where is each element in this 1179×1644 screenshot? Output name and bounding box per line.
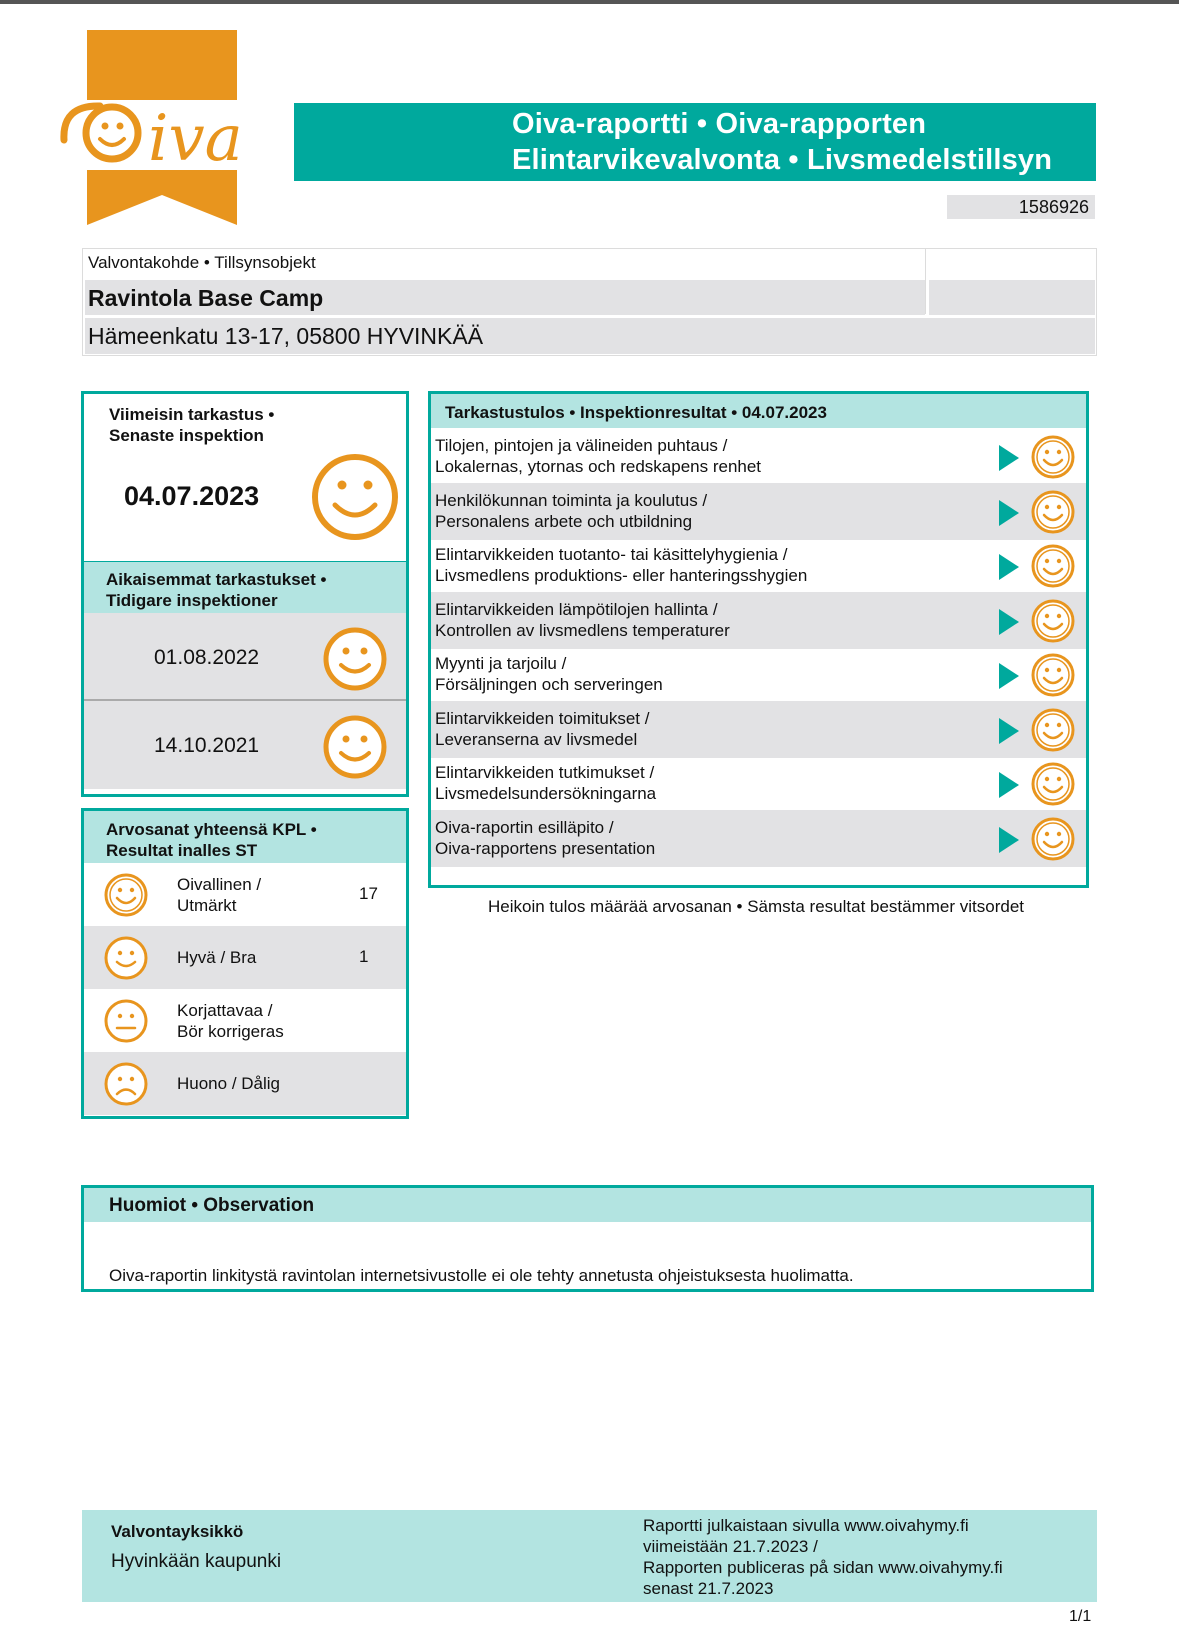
result-row: [431, 810, 1086, 867]
smiley-excellent-icon: [1029, 488, 1077, 536]
observation-heading: [84, 1188, 1091, 1222]
result-label: [435, 544, 807, 586]
result-label: [435, 653, 663, 695]
grade-row-needs-correction: [84, 989, 406, 1052]
play-arrow-icon: [999, 772, 1019, 798]
smiley-happy-icon: [309, 451, 401, 543]
result-label-sv: Livsmedlens produktions- eller hanteringsshygien: [435, 566, 808, 585]
grade-row-poor: [84, 1052, 406, 1115]
smiley-excellent-icon: [1029, 706, 1077, 754]
observation-heading-text: Huomiot • Observation: [109, 1195, 315, 1216]
smiley-sad-icon: [102, 1060, 150, 1108]
grade-label-line2: Bör korrigeras: [177, 1022, 284, 1041]
previous-inspection-row: [84, 701, 406, 789]
result-row: [431, 755, 1086, 812]
previous-heading-line1: Aikaisemmat tarkastukset •: [106, 570, 327, 589]
result-label: [435, 817, 655, 859]
grade-row-good: [84, 926, 406, 989]
logo-text: iva: [148, 102, 243, 176]
play-arrow-icon: [999, 718, 1019, 744]
target-address: Hämeenkatu 13-17, 05800 HYVINKÄÄ: [88, 323, 484, 349]
result-row: [431, 646, 1086, 703]
previous-inspection-row: [84, 613, 406, 701]
supervision-unit-label: Valvontayksikkö: [111, 1522, 244, 1541]
result-label-fi: Elintarvikkeiden lämpötilojen hallinta /: [435, 599, 718, 619]
result-label: [435, 708, 649, 750]
result-label: [435, 435, 761, 477]
results-note: Heikoin tulos määrää arvosanan • Sämsta resultat bestämmer vitsordet: [488, 897, 1025, 916]
grade-label-line1: Hyvä / Bra: [177, 948, 257, 967]
result-label-sv: Personalens arbete och utbildning: [435, 511, 693, 531]
header-title-line2: Elintarvikevalvonta • Livsmedelstillsyn: [512, 144, 1053, 176]
grades-heading-line1: Arvosanat yhteensä KPL •: [106, 820, 317, 839]
result-row: [431, 701, 1086, 758]
previous-heading-line2: Tidigare inspektioner: [106, 591, 278, 610]
play-arrow-icon: [999, 554, 1019, 580]
publication-line: senast 21.7.2023: [643, 1579, 774, 1598]
grades-summary-box: [81, 808, 409, 1119]
latest-heading-line1: Viimeisin tarkastus •: [109, 405, 275, 424]
grade-label-line1: Oivallinen /: [177, 875, 262, 894]
previous-inspection-date: 14.10.2021: [154, 734, 260, 757]
previous-inspection-date: 01.08.2022: [154, 646, 260, 669]
result-label: [435, 762, 656, 804]
result-label-sv: Oiva-rapportens presentation: [435, 838, 656, 858]
grades-heading: [84, 811, 406, 863]
oiva-logo: [60, 30, 270, 235]
smiley-excellent-icon: [102, 871, 150, 919]
grade-label-line2: Utmärkt: [177, 896, 237, 915]
smiley-excellent-icon: [1029, 760, 1077, 808]
publication-info: [643, 1515, 1003, 1599]
page-number: 1/1: [1069, 1608, 1092, 1625]
result-label-sv: Livsmedelsundersökningarna: [435, 784, 657, 803]
result-label-fi: Oiva-raportin esilläpito /: [435, 817, 614, 837]
target-name: Ravintola Base Camp: [88, 285, 324, 311]
observation-box: [81, 1185, 1094, 1292]
publication-line: Rapporten publiceras på sidan www.oivahymy.fi: [643, 1558, 1003, 1577]
result-label: [435, 599, 730, 641]
inspection-results-box: [428, 391, 1089, 888]
result-row: [431, 483, 1086, 540]
play-arrow-icon: [999, 827, 1019, 853]
results-heading-text: Tarkastustulos • Inspektionresultat • 04.07.2023: [445, 403, 827, 422]
result-row: [431, 537, 1086, 594]
target-label: Valvontakohde • Tillsynsobjekt: [88, 253, 316, 272]
latest-inspection-box: [81, 391, 409, 797]
publication-line: viimeistään 21.7.2023 /: [643, 1537, 818, 1556]
grade-row-excellent: [84, 863, 406, 926]
play-arrow-icon: [999, 663, 1019, 689]
grades-heading-line2: Resultat inalles ST: [106, 841, 258, 860]
result-label-fi: Myynti ja tarjoilu /: [435, 654, 567, 673]
result-label-sv: Kontrollen av livsmedlens temperaturer: [435, 620, 730, 640]
target-divider: [925, 249, 926, 314]
smiley-happy-icon: [321, 625, 389, 693]
inspection-target: [82, 248, 1097, 356]
top-border: [0, 0, 1179, 4]
result-label-sv: Lokalernas, ytornas och redskapens renhet: [435, 457, 762, 476]
grade-label-line1: Korjattavaa /: [177, 1001, 273, 1020]
result-row: [431, 428, 1086, 485]
footer: [82, 1510, 1097, 1602]
report-number: 1586926: [947, 195, 1095, 219]
result-label-fi: Henkilökunnan toiminta ja koulutus /: [435, 490, 708, 510]
result-label-fi: Elintarvikkeiden tuotanto- tai käsittelyhygienia /: [435, 545, 788, 564]
latest-heading-line2: Senaste inspektion: [109, 426, 264, 445]
play-arrow-icon: [999, 609, 1019, 635]
grade-count: 1: [359, 947, 369, 966]
previous-inspections-heading: [84, 561, 406, 613]
result-label-fi: Tilojen, pintojen ja välineiden puhtaus /: [435, 436, 728, 455]
smiley-excellent-icon: [1029, 597, 1077, 645]
report-header-banner: [294, 103, 1096, 181]
smiley-happy-icon: [321, 713, 389, 781]
smiley-excellent-icon: [1029, 651, 1077, 699]
smiley-excellent-icon: [1029, 433, 1077, 481]
results-heading: [431, 394, 1086, 428]
smiley-good-icon: [102, 934, 150, 982]
result-label-fi: Elintarvikkeiden tutkimukset /: [435, 763, 655, 782]
supervision-unit-name: Hyvinkään kaupunki: [111, 1551, 282, 1572]
result-row: [431, 592, 1086, 649]
smiley-neutral-icon: [102, 997, 150, 1045]
publication-line: Raportti julkaistaan sivulla www.oivahymy.fi: [643, 1516, 969, 1535]
smiley-excellent-icon: [1029, 815, 1077, 863]
result-label-sv: Försäljningen och serveringen: [435, 675, 663, 694]
latest-date: 04.07.2023: [124, 481, 260, 511]
latest-heading: [109, 404, 274, 446]
observation-text: Oiva-raportin linkitystä ravintolan internetsivustolle ei ole tehty annetusta ohjeistuksesta huolimatta.: [109, 1266, 854, 1285]
play-arrow-icon: [999, 445, 1019, 471]
smiley-excellent-icon: [1029, 542, 1077, 590]
result-label-fi: Elintarvikkeiden toimitukset /: [435, 708, 650, 728]
play-arrow-icon: [999, 500, 1019, 526]
header-title-line1: Oiva-raportti • Oiva-rapporten: [512, 108, 927, 140]
target-name-row-side: [929, 280, 1095, 315]
result-label-sv: Leveranserna av livsmedel: [435, 729, 638, 749]
result-label: [435, 490, 707, 532]
grade-count: 17: [359, 884, 378, 903]
grade-label-line1: Huono / Dålig: [177, 1074, 281, 1093]
